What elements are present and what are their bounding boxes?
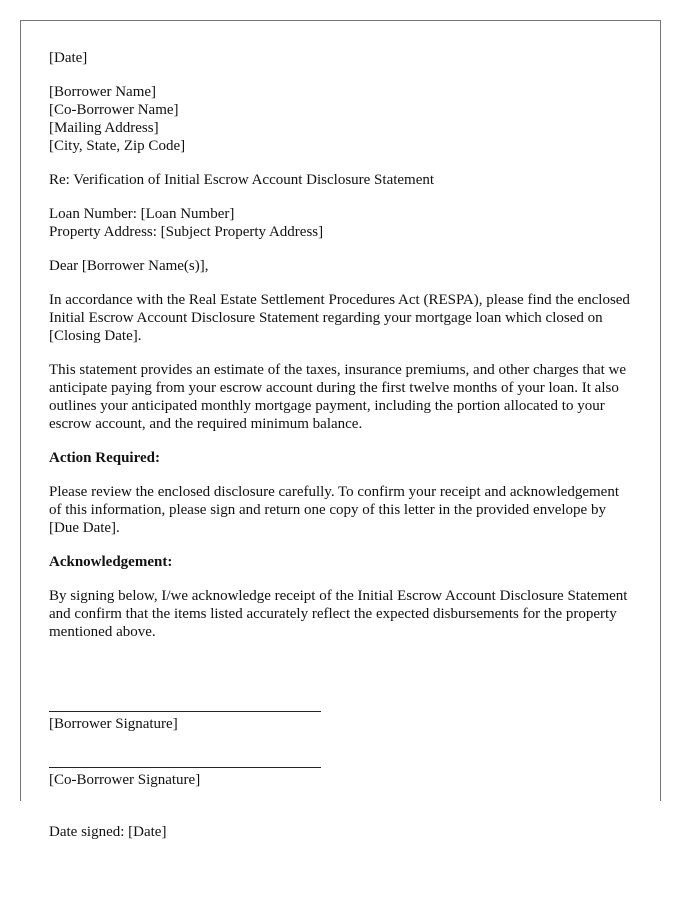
city-state-zip: [City, State, Zip Code] [49,138,186,154]
letter-content [49,49,634,841]
recipient-address [49,83,634,155]
date-signed-label: Date signed: [Date] [49,824,167,840]
letter-page [20,20,661,840]
re-line-text: Re: Verification of Initial Escrow Account Disclosure Statement [49,172,435,188]
salutation-text: Dear [Borrower Name(s)], [49,258,209,274]
re-line [49,171,634,189]
acknowledgement-heading: Acknowledgement: [49,554,173,570]
borrower-signature-label: [Borrower Signature] [49,716,178,732]
acknowledgement-paragraph: By signing below, I/we acknowledge receipt of the Initial Escrow Account Disclosure Statement and confirm that the items listed accurately reflect the expected disbursements for the property mentioned above. [49,588,628,640]
action-required-heading: Action Required: [49,450,160,466]
action-required-paragraph: Please review the enclosed disclosure carefully. To confirm your receipt and acknowledgement of this information, please sign and return one copy of this letter in the provided envelope by [Due Date]. [49,484,619,536]
co-borrower-signature-line [49,767,321,768]
statement-paragraph: This statement provides an estimate of the taxes, insurance premiums, and other charges that we anticipate paying from your escrow account during the first twelve months of your loan. It also outlines your anticipated monthly mortgage payment, including the portion allocated to your escrow account, and the required minimum balance. [49,362,627,432]
property-address: Property Address: [Subject Property Address] [49,224,324,240]
salutation [49,257,634,275]
loan-number: Loan Number: [Loan Number] [49,206,235,222]
signature-spacer [49,657,634,711]
intro-paragraph: In accordance with the Real Estate Settlement Procedures Act (RESPA), please find the enclosed Initial Escrow Account Disclosure Statement regarding your mortgage loan which closed on [Closing Date]. [49,292,630,344]
borrower-name: [Borrower Name] [49,84,157,100]
borrower-signature-line [49,711,321,712]
date-text: [Date] [49,50,88,66]
co-borrower-name: [Co-Borrower Name] [49,102,179,118]
letter-date [49,49,634,67]
loan-details [49,205,634,241]
mailing-address: [Mailing Address] [49,120,159,136]
co-borrower-signature-label: [Co-Borrower Signature] [49,772,201,788]
